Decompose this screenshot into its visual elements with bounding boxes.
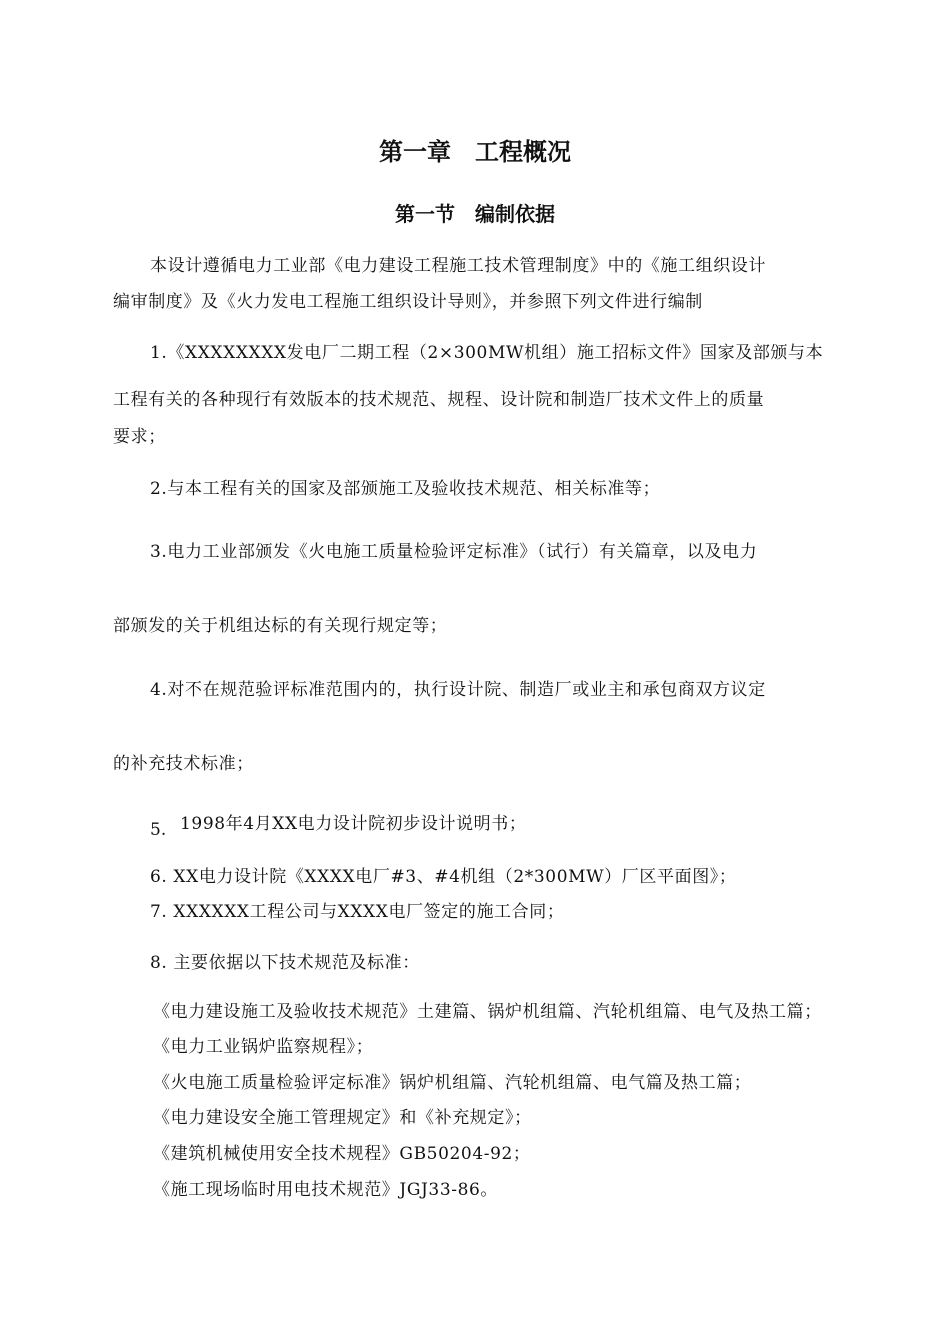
item-5-number: 5.	[150, 820, 167, 840]
item-3-line-2: 部颁发的关于机组达标的有关现行规定等；	[113, 616, 448, 636]
reference-6: 《施工现场临时用电技术规范》JGJ33-86。	[153, 1180, 499, 1200]
reference-3: 《火电施工质量检验评定标准》锅炉机组篇、汽轮机组篇、电气篇及热工篇；	[153, 1073, 752, 1093]
item-3-line-1: 3.电力工业部颁发《火电施工质量检验评定标准》（试行）有关篇章，以及电力	[150, 542, 758, 562]
intro-line-1: 本设计遵循电力工业部《电力建设工程施工技术管理制度》中的《施工组织设计	[150, 256, 766, 276]
reference-4: 《电力建设安全施工管理规定》和《补充规定》；	[153, 1108, 532, 1128]
reference-5: 《建筑机械使用安全技术规程》GB50204-92；	[153, 1144, 531, 1164]
section-title: 第一节 编制依据	[395, 202, 555, 226]
intro-line-2: 编审制度》及《火力发电工程施工组织设计导则》，并参照下列文件进行编制	[113, 292, 703, 312]
item-4-line-2: 的补充技术标准；	[113, 754, 254, 774]
item-1-line-3: 要求；	[113, 427, 166, 447]
item-5-text: 1998年4月XX电力设计院初步设计说明书；	[180, 814, 527, 834]
item-8: 8. 主要依据以下技术规范及标准：	[150, 953, 420, 973]
item-1-line-2: 工程有关的各种现行有效版本的技术规范、规程、设计院和制造厂技术文件上的质量	[113, 390, 765, 410]
item-1-line-1: 1.《XXXXXXXX发电厂二期工程（2×300MW机组）施工招标文件》国家及部颁与本	[150, 343, 824, 363]
item-7: 7. XXXXXX工程公司与XXXX电厂签定的施工合同；	[150, 902, 565, 922]
item-2: 2.与本工程有关的国家及部颁施工及验收技术规范、相关标准等；	[150, 479, 661, 499]
item-6: 6. XX电力设计院《XXXX电厂#3、#4机组（2*300MW）厂区平面图》；	[150, 867, 737, 887]
reference-1: 《电力建设施工及验收技术规范》土建篇、锅炉机组篇、汽轮机组篇、电气及热工篇；	[153, 1002, 822, 1022]
chapter-title: 第一章 工程概况	[379, 138, 571, 166]
reference-2: 《电力工业锅炉监察规程》；	[153, 1037, 374, 1057]
item-4-line-1: 4.对不在规范验评标准范围内的，执行设计院、制造厂或业主和承包商双方议定	[150, 680, 766, 700]
